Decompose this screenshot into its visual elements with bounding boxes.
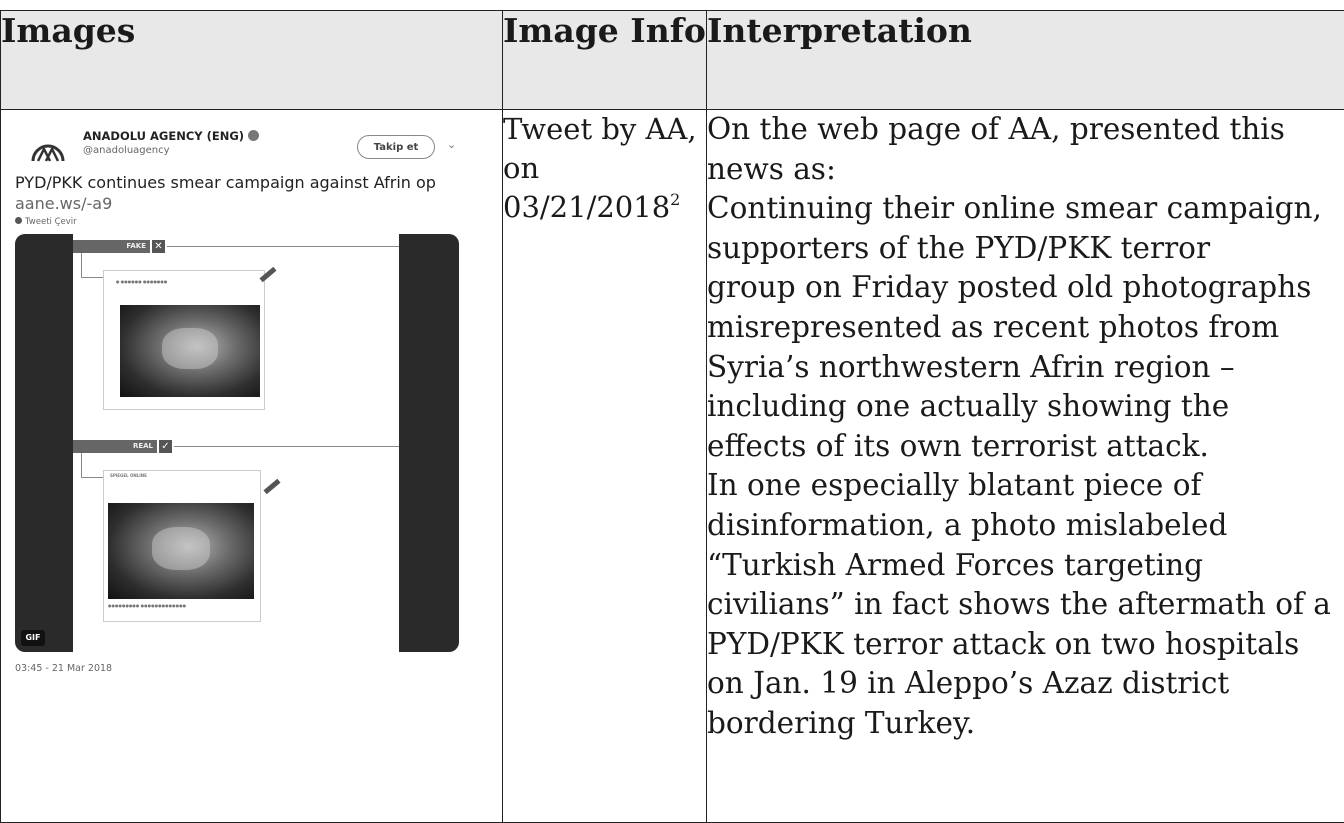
divider [174, 446, 399, 447]
interpretation-line: disinformation, a photo mislabeled [707, 506, 1344, 546]
real-label: REAL [73, 440, 157, 453]
interpretation-line: In one especially blatant piece of [707, 466, 1344, 506]
connector [81, 277, 103, 278]
gif-badge: GIF [21, 630, 45, 646]
interpretation-line: Syria’s northwestern Afrin region – [707, 348, 1344, 388]
anadolu-logo-icon [31, 140, 65, 162]
fake-photo [120, 305, 260, 397]
interpretation-cell [707, 110, 1344, 823]
tweet-header [13, 128, 483, 170]
interpretation-line: including one actually showing the [707, 387, 1344, 427]
image-cell [1, 110, 503, 823]
follow-button[interactable]: Takip et [357, 135, 435, 159]
interpretation-line: news as: [707, 150, 1344, 190]
interpretation-line: On the web page of AA, presented this [707, 110, 1344, 150]
tweet-embed [13, 128, 483, 674]
tweet-link[interactable]: aane.ws/-a9 [15, 194, 112, 213]
interpretation-line: PYD/PKK terror attack on two hospitals [707, 625, 1344, 665]
tweet-text: PYD/PKK continues smear campaign against Afrin op aane.ws/-a9 [15, 172, 475, 214]
header-images: Images [1, 11, 503, 110]
real-article-card: SPIEGEL ONLINE ●●●●●●●●● ●●●●●●●●●●●●● [103, 470, 261, 622]
header-row [1, 11, 1344, 110]
interpretation-line: group on Friday posted old photographs [707, 268, 1344, 308]
connector [81, 453, 82, 477]
header-image-info: Image Info [503, 11, 707, 110]
pencil-icon [263, 479, 280, 494]
image-info-cell [503, 110, 707, 823]
comparison-graphic [73, 234, 399, 652]
fake-tweet-card: ● ●●●●●● ●●●●●●● [103, 270, 265, 410]
header-interpretation: Interpretation [707, 11, 1344, 110]
verified-icon [248, 130, 259, 141]
fake-mark: ✕ [152, 240, 165, 253]
interpretation-line: bordering Turkey. [707, 704, 1344, 744]
connector [81, 253, 82, 277]
divider [167, 246, 399, 247]
comparison-table [0, 10, 1344, 823]
interpretation-line: civilians” in fact shows the aftermath of a [707, 585, 1344, 625]
real-photo [108, 503, 254, 599]
translate-tweet[interactable]: Tweeti Çevir [15, 217, 483, 227]
tweet-timestamp[interactable]: 03:45 - 21 Mar 2018 [15, 663, 483, 674]
tweet-media[interactable] [15, 234, 459, 652]
real-mark: ✓ [159, 440, 172, 453]
account-handle[interactable]: @anadoluagency [83, 145, 170, 156]
footnote-marker: 2 [670, 190, 680, 209]
account-name[interactable]: ANADOLU AGENCY (ENG) [83, 129, 259, 143]
interpretation-line: misrepresented as recent photos from [707, 308, 1344, 348]
interpretation-line: “Turkish Armed Forces targeting [707, 546, 1344, 586]
table-row [1, 110, 1344, 823]
chevron-down-icon[interactable]: ⌄ [447, 138, 456, 151]
connector [81, 477, 103, 478]
interpretation-line: supporters of the PYD/PKK terror [707, 229, 1344, 269]
image-info-text: Tweet by AA, on 03/21/2018 [503, 112, 697, 224]
globe-icon [15, 217, 22, 224]
fake-label: FAKE [73, 240, 150, 253]
publication-name: SPIEGEL ONLINE [110, 473, 147, 478]
interpretation-line: Continuing their online smear campaign, [707, 189, 1344, 229]
interpretation-line: on Jan. 19 in Aleppo’s Azaz district [707, 664, 1344, 704]
interpretation-line: effects of its own terrorist attack. [707, 427, 1344, 467]
